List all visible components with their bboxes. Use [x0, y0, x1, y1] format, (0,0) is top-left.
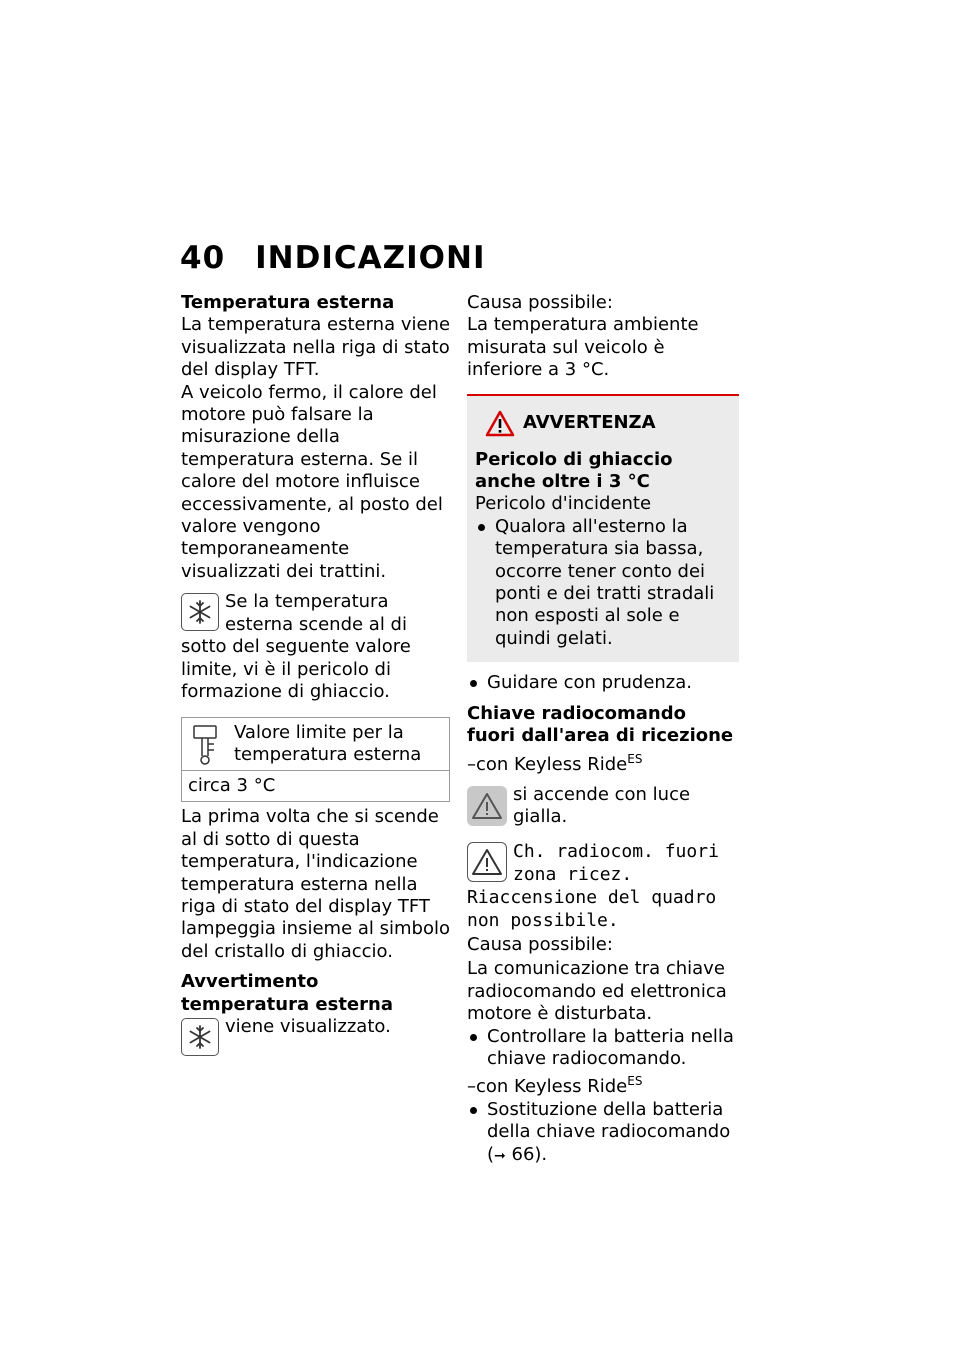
display-message: Ch. radiocom. fuori zona ricez. Riaccensione del quadro non possibile. — [467, 840, 719, 931]
warning-triangle-icon — [485, 410, 515, 437]
action-list — [467, 672, 739, 694]
keyless-note — [467, 1070, 739, 1098]
section-heading-outside-temp: Temperatura esterna — [181, 292, 395, 313]
page-reference[interactable]: 66 — [511, 1143, 535, 1165]
paragraph: si accende con luce gialla. — [513, 783, 691, 828]
page-reference-close: ). — [534, 1143, 548, 1165]
page-reference-arrow-icon: ➞ — [494, 1147, 506, 1164]
warning-title: AVVERTENZA — [523, 411, 656, 433]
display-message-paragraph — [467, 840, 739, 932]
list-item-text: Sostituzione della batteria della chiave radiocomando — [487, 1098, 731, 1143]
action-list — [467, 1026, 739, 1071]
action-list — [467, 1099, 739, 1167]
cause-label: Causa possibile: — [467, 292, 613, 313]
warning-sub: Pericolo d'incidente — [475, 493, 652, 515]
paragraph: viene visualizzato. — [225, 1015, 391, 1037]
page-number: 40 — [180, 240, 226, 276]
section-heading-temp-warning: Avvertimento temperatura esterna — [181, 971, 393, 1015]
keyless-label: –con Keyless Ride — [467, 753, 628, 775]
warning-header — [475, 410, 731, 437]
snowflake-icon — [181, 593, 219, 631]
keyless-label: –con Keyless Ride — [467, 1076, 628, 1098]
list-item: Controllare la batteria nella chiave radiocomando. — [467, 1026, 739, 1071]
keyless-superscript: ES — [627, 751, 643, 766]
right-column — [467, 292, 739, 1167]
paragraph: La comunicazione tra chiave radiocomando ed elettronica motore è disturbata. — [467, 958, 727, 1025]
warning-heading: Pericolo di ghiaccio anche oltre i 3 °C — [475, 448, 673, 493]
list-item: Guidare con prudenza. — [467, 672, 739, 694]
paragraph: La prima volta che si scende al di sotto di questa temperatura, l'indicazione temperatura esterna nella riga di stato del display TFT lampeggia insieme al simbolo del cristallo di ghiaccio. — [181, 806, 450, 962]
chapter-title: INDICAZIONI — [255, 240, 486, 276]
list-item: Qualora all'esterno la temperatura sia bassa, occorre tener conto dei ponti e dei tratti stradali non esposti al sole e quindi gelati. — [475, 516, 731, 650]
warning-display-icon — [467, 842, 507, 882]
limit-label: Valore limite per la temperatura esterna — [234, 722, 422, 766]
list-item: Sostituzione della batteria della chiave radiocomando (➞ 66). — [467, 1099, 739, 1167]
warning-list — [475, 516, 731, 650]
limit-value-table — [181, 717, 450, 802]
limit-label-cell — [182, 718, 450, 771]
keyless-superscript: ES — [627, 1074, 643, 1089]
limit-value-cell — [182, 771, 450, 802]
left-column — [181, 292, 451, 1058]
paragraph: La temperatura esterna viene visualizzata nella riga di stato del display TFT. — [181, 314, 451, 381]
ice-warning-paragraph — [181, 591, 451, 703]
paragraph: A veicolo fermo, il calore del motore può falsare la misurazione della temperatura esterna. Se il calore del motore influisce eccessivamente, al posto del valore vengono temporaneamente visualizzati dei trattini. — [181, 381, 443, 582]
section-heading-key-out-of-range: Chiave radiocomando fuori dall'area di ricezione — [467, 702, 734, 747]
snowflake-icon — [181, 1018, 219, 1056]
paragraph: La temperatura ambiente misurata sul veicolo è inferiore a 3 °C. — [467, 314, 699, 381]
warning-light-icon — [467, 786, 507, 826]
warning-box — [467, 394, 739, 663]
keyless-note — [467, 748, 739, 776]
cause-label: Causa possibile: — [467, 933, 613, 955]
thermometer-icon — [188, 722, 224, 766]
page-title — [180, 240, 485, 276]
paragraph: Se la temperatura esterna scende al di sotto del seguente valore limite, vi è il pericolo di formazione di ghiaccio. — [181, 591, 411, 702]
temp-warning-paragraph — [181, 1016, 451, 1038]
yellow-light-paragraph — [467, 784, 739, 829]
limit-value: circa 3 °C — [188, 775, 276, 797]
